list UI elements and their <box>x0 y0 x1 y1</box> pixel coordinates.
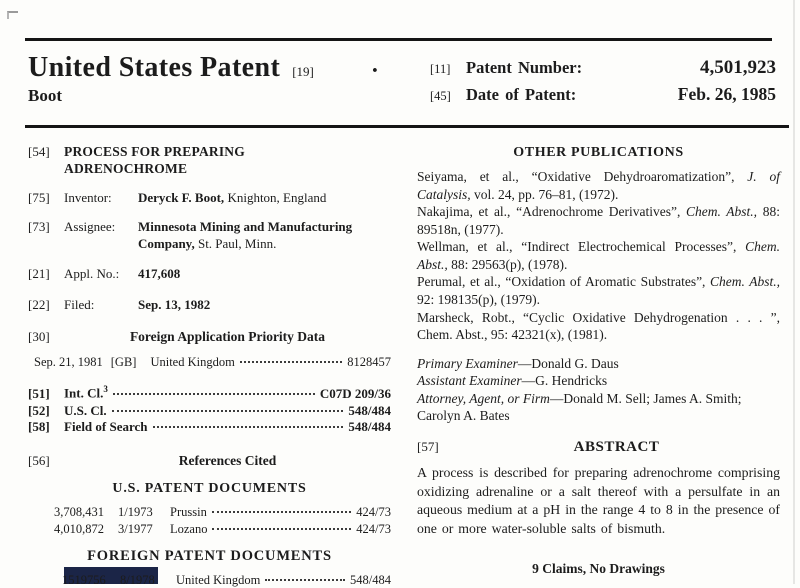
filed-label: Filed: <box>64 297 95 313</box>
primary-examiner-line: Primary Examiner—Donald G. Daus <box>417 355 619 371</box>
right-column <box>417 144 780 588</box>
patent-number: 1519756 <box>62 572 106 587</box>
kind-code: [19] <box>292 64 314 79</box>
inventor-label: Inventor: <box>64 189 112 205</box>
appl-no-code: [21] <box>28 266 50 282</box>
claims-line: 9 Claims, No Drawings <box>532 561 665 577</box>
applicant-surname: Boot <box>28 86 62 105</box>
patent-header-left <box>28 52 430 106</box>
page-title: United States Patent <box>28 52 281 83</box>
abstract-text: A process is described for preparing adrenochrome comprising oxidizing adrenaline or a salt thereof with a persulfate in an aqueous medium at a pH in the range 4 to 8 in the presence of one or more water-soluble salts of bismuth. <box>417 465 780 536</box>
dot-leader <box>240 361 342 363</box>
inventor-name: Deryck F. Boot, <box>138 189 225 205</box>
field-of-search-row <box>28 419 391 436</box>
us-cl-row <box>28 403 391 420</box>
patent-class: 548/484 <box>350 572 391 587</box>
assistant-examiner-line: Assistant Examiner—G. Hendricks <box>417 373 608 389</box>
priority-heading-row <box>28 328 391 346</box>
int-cl-label: Int. Cl.$^3$ <box>64 384 108 401</box>
inventor-code: [75] <box>28 189 50 205</box>
patent-name: Prussin <box>170 505 207 520</box>
invention-title-row <box>28 144 391 178</box>
examiners-block <box>417 355 780 425</box>
patent-date: 1/1973 <box>118 505 153 520</box>
assignee-label: Assignee: <box>64 218 116 234</box>
patent-number-label: Patent Number: <box>466 58 583 77</box>
abstract-heading: ABSTRACT <box>573 438 660 455</box>
patent-class: 424/73 <box>356 521 391 536</box>
assignee-location: St. Paul, Minn. <box>194 235 277 251</box>
left-column <box>28 144 391 588</box>
abstract-code: [57] <box>417 438 439 454</box>
inventor-location: Knighton, England <box>224 189 327 205</box>
title-code: [54] <box>28 144 50 159</box>
other-publications-heading: OTHER PUBLICATIONS <box>513 145 684 160</box>
field-of-search-label: Field of Search <box>64 419 148 435</box>
publication-item: Nakajima, et al., “Adrenochrome Derivatives”, Chem. Abst., 88: 89518n, (1977). <box>417 204 780 237</box>
separator-dot: . <box>371 52 378 78</box>
references-code: [56] <box>28 453 50 469</box>
foreign-patent-documents-heading: FOREIGN PATENT DOCUMENTS <box>87 547 332 564</box>
patent-number: 3,708,431 <box>54 505 104 520</box>
dot-leader <box>212 528 351 530</box>
appl-no-label: Appl. No.: <box>64 266 120 282</box>
patent-number: 4,010,872 <box>54 521 104 536</box>
references-heading: References Cited <box>178 453 277 469</box>
dot-leader <box>113 393 315 395</box>
inventor-row <box>28 190 391 207</box>
field-of-search-code: [58] <box>28 419 50 435</box>
patent-date: 8/1978 <box>120 572 155 587</box>
priority-code: [30] <box>28 329 50 345</box>
document-body <box>28 144 780 588</box>
publication-item: Seiyama, et al., “Oxidative Dehydroaromatization”, J. of Catalysis, vol. 24, pp. 76–81, (1972). <box>417 169 780 202</box>
assignee-name: Minnesota Mining and Manufacturing Company, <box>138 218 353 251</box>
us-patent-row <box>28 504 391 520</box>
field-of-search-value: 548/484 <box>348 419 391 435</box>
filed-row <box>28 297 391 314</box>
classification-block <box>28 384 391 436</box>
patent-date-label: Date of Patent: <box>466 85 577 104</box>
us-patent-documents-heading: U.S. PATENT DOCUMENTS <box>112 481 307 497</box>
assignee-value <box>138 219 356 253</box>
inventor-value <box>138 190 356 207</box>
header-divider-rule <box>25 125 789 128</box>
publication-item: Wellman, et al., “Indirect Electrochemical Processes”, Chem. Abst., 88: 29563(p), (1978). <box>417 239 780 272</box>
int-cl-value: C07D 209/36 <box>319 385 391 401</box>
int-cl-row <box>28 384 391 402</box>
dot-leader <box>112 410 344 412</box>
invention-title: PROCESS FOR PREPARING ADRENOCHROME <box>64 144 245 176</box>
abstract-heading-row <box>417 438 780 458</box>
assignee-row <box>28 219 391 253</box>
patent-header-right <box>430 57 776 110</box>
appl-no-row <box>28 266 391 283</box>
priority-heading: Foreign Application Priority Data <box>129 329 326 345</box>
references-heading-row <box>28 452 391 470</box>
appl-no-value: 417,608 <box>138 266 181 282</box>
priority-country-code: [GB] <box>110 355 137 370</box>
priority-number: 8128457 <box>347 355 391 370</box>
assignee-code: [73] <box>28 218 50 234</box>
us-patent-row <box>28 521 391 537</box>
patent-number-row <box>430 57 776 79</box>
patent-number-code: [11] <box>430 62 451 76</box>
foreign-patent-row <box>28 572 391 588</box>
dot-leader <box>265 579 345 581</box>
scan-page-edge <box>793 0 795 584</box>
priority-country: United Kingdom <box>150 355 235 370</box>
patent-date-code: [45] <box>430 89 451 103</box>
patent-date-value: Feb. 26, 1985 <box>677 84 776 104</box>
dot-leader <box>212 511 351 513</box>
publication-item: Perumal, et al., “Oxidation of Aromatic Substrates”, Chem. Abst., 92: 198135(p), (1979). <box>417 274 780 308</box>
patent-number-value: 4,501,923 <box>700 57 776 78</box>
top-rule <box>25 38 772 41</box>
patent-date-row <box>430 84 776 105</box>
publication-item: Marsheck, Robt., “Cyclic Oxidative Dehydrogenation . . . ”, Chem. Abst., 95: 42321(x), (1981). <box>417 309 780 343</box>
patent-date: 3/1977 <box>118 521 153 536</box>
us-cl-label: U.S. Cl. <box>64 402 107 418</box>
scan-corner-mark <box>7 11 18 19</box>
filed-value: Sep. 13, 1982 <box>138 297 211 313</box>
attorney-line: Attorney, Agent, or Firm—Donald M. Sell; James A. Smith; Carolyn A. Bates <box>417 390 742 424</box>
int-cl-code: [51] <box>28 385 50 401</box>
us-cl-value: 548/484 <box>348 402 391 418</box>
patent-class: 424/73 <box>356 505 391 520</box>
priority-date: Sep. 21, 1981 <box>34 355 103 370</box>
dot-leader <box>153 426 344 428</box>
priority-data-row <box>28 354 391 370</box>
us-cl-code: [52] <box>28 402 50 418</box>
patent-name: Lozano <box>170 521 208 536</box>
patent-name: United Kingdom <box>176 572 261 587</box>
filed-code: [22] <box>28 297 50 313</box>
